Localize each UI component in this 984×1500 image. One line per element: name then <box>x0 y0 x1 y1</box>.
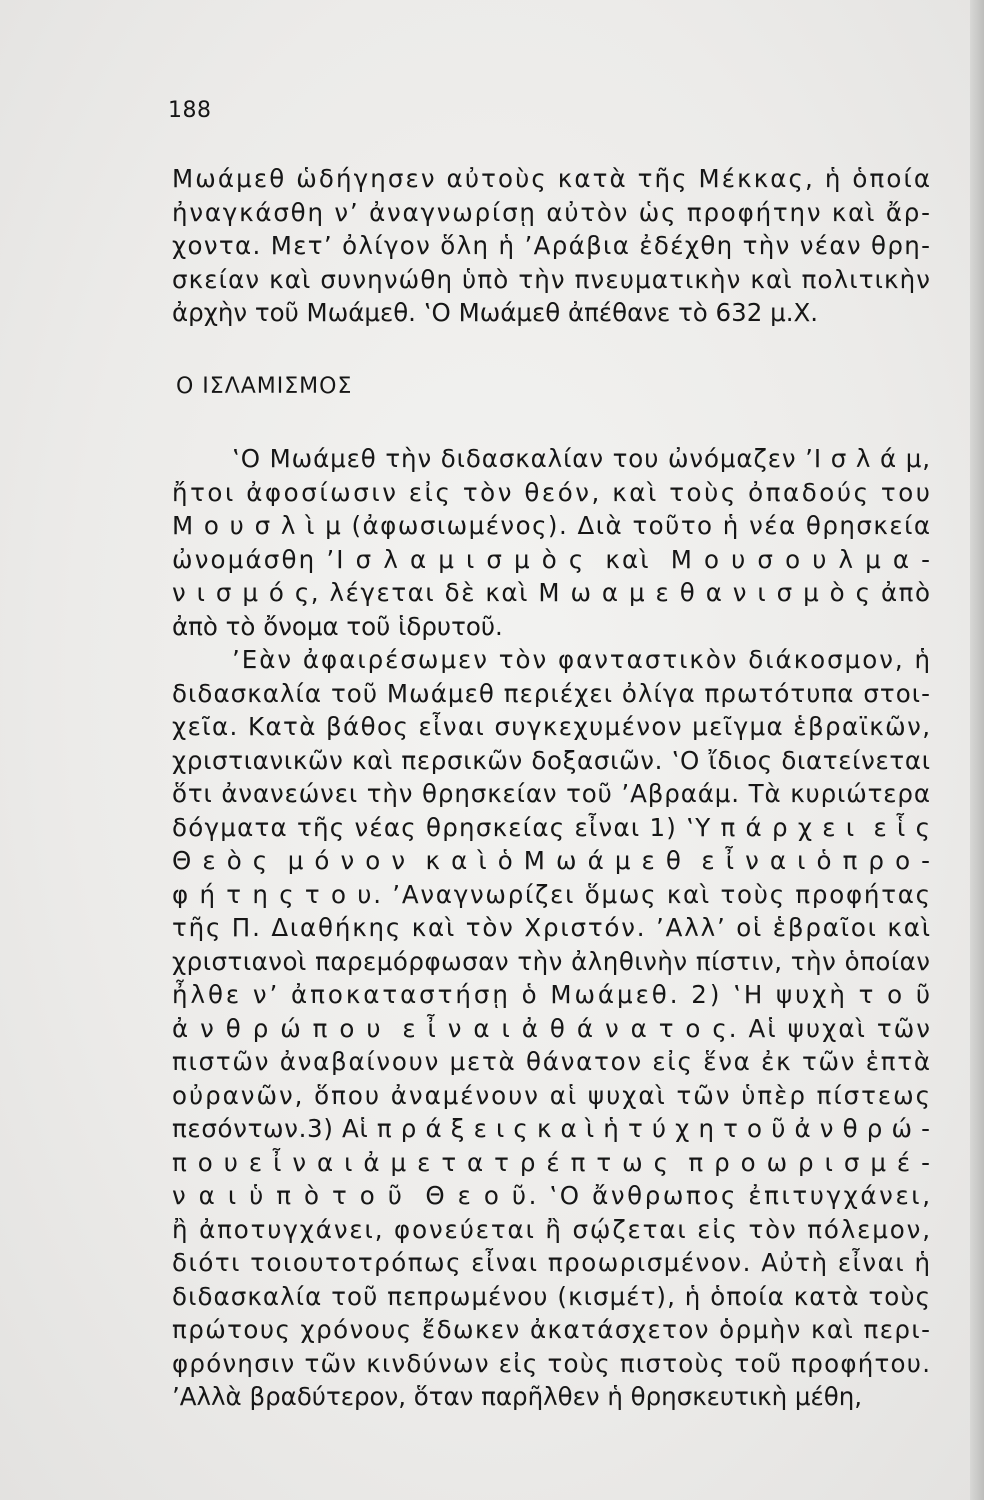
text-line-content: χριστιανικῶν καὶ περσικῶν δοξασιῶν. ‛Ο ἴδιος διατείνεται <box>172 745 931 775</box>
text-line-content: σκείαν καὶ συνηνώθη ὑπὸ τὴν πνευματικὴν καὶ πολιτικὴν <box>172 264 932 294</box>
text-line-content: δόγματα τῆς νέας θρησκείας εἶναι 1) ‛Υ π ά ρ χ ε ι ε ἷ ς <box>172 812 932 842</box>
text-line-content: Μωάμεθ ὡδήγησεν αὐτοὺς κατὰ τῆς Μέκκας, ἡ ὁποία <box>172 164 933 193</box>
text-line-content: ἀ ν θ ρ ώ π ο υ ε ἶ ν α ι ἀ θ ά ν α τ ο ς. Αἱ ψυχαὶ τῶν <box>172 1013 933 1043</box>
text-line-content: ‛Ο Μωάμεθ τὴν διδασκαλίαν του ὠνόμαζεν ’Ι σ λ ά μ, <box>232 444 931 473</box>
text-line-content: διδασκαλία τοῦ πεπρωμένου (κισμέτ), ἡ ὁποία κατὰ τοὺς <box>172 1281 932 1311</box>
text-line-content: ὠνομάσθη ’Ι σ λ α μ ι σ μ ὸ ς καὶ Μ ο υ σ ο υ λ μ α - <box>172 544 933 574</box>
text-line-content: Θ ε ὸ ς μ ό ν ο ν κ α ὶ ὁ Μ ω ά μ ε θ ε ἶ ν α ι ὁ π ρ ο - <box>172 846 932 875</box>
text-line-content: πεσόντων.3) Αἱ π ρ ά ξ ε ι ς κ α ὶ ἡ τ ύ χ η τ ο ῦ ἀ ν θ ρ ώ - <box>172 1114 931 1143</box>
text-line-content: πρώτους χρόνους ἔδωκεν ἀκατάσχετον ὁρμὴν καὶ περι- <box>172 1315 932 1344</box>
text-line-content: Μ ο υ σ λ ὶ μ (ἀφωσιωμένος). Διὰ τοῦτο ἡ νέα θρησκεία <box>172 511 932 540</box>
section-heading: Ο ΙΣΛΑΜΙΣΜΟΣ <box>176 374 353 399</box>
text-line-content: ἤτοι ἀφοσίωσιν εἰς τὸν θεόν, καὶ τοὺς ὀπαδούς του <box>172 477 933 507</box>
page-edge <box>970 0 984 1500</box>
text-line-content: ὅτι ἀνανεώνει τὴν θρησκείαν τοῦ ’Αβραάμ. Τὰ κυριώτερα <box>172 779 931 808</box>
text-line-content: π ο υ ε ἶ ν α ι ἀ μ ε τ α τ ρ έ π τ ω ς π ρ ο ω ρ ι σ μ έ - <box>172 1147 932 1177</box>
text-line-content: ’Εὰν ἀφαιρέσωμεν τὸν φανταστικὸν διάκοσμον, ἡ <box>232 645 932 674</box>
text-line-content: ἠναγκάσθη ν’ ἀναγνωρίσῃ αὐτὸν ὡς προφήτην καὶ ἄρ- <box>172 197 932 227</box>
text-line-content: φρόνησιν τῶν κινδύνων εἰς τοὺς πιστοὺς τοῦ προφήτου. <box>172 1348 932 1378</box>
text-line-content: φ ή τ η ς τ ο υ. ’Αναγνωρίζει ὅμως καὶ τοὺς προφήτας <box>172 879 932 909</box>
text-line-content: πιστῶν ἀναβαίνουν μετὰ θάνατον εἰς ἕνα ἐκ τῶν ἑπτὰ <box>172 1047 932 1076</box>
text-line-content: διότι τοιουτοτρόπως εἶναι προωρισμένον. Αὐτὴ εἶναι ἡ <box>172 1248 932 1277</box>
text-line-content: χεῖα. Κατὰ βάθος εἶναι συγκεχυμένον μεῖγμα ἑβραϊκῶν, <box>172 712 932 741</box>
text-line-content: ’Αλλὰ βραδύτερον, ὅταν παρῆλθεν ἡ θρησκευτικὴ μέθη, <box>172 1382 863 1411</box>
text-line-content: διδασκαλία τοῦ Μωάμεθ περιέχει ὀλίγα πρωτότυπα στοι- <box>172 678 932 708</box>
text-line-content: χριστιανοὶ παρεμόρφωσαν τὴν ἀληθινὴν πίστιν, τὴν ὁποίαν <box>172 946 931 976</box>
text-line-content: οὐρανῶν, ὅπου ἀναμένουν αἱ ψυχαὶ τῶν ὑπὲρ πίστεως <box>172 1080 932 1110</box>
text-line-content: χοντα. Μετ’ ὀλίγον ὅλη ἡ ’Αράβια ἐδέχθη τὴν νέαν θρη- <box>172 231 932 260</box>
text-line-content: ν ι σ μ ό ς, λέγεται δὲ καὶ Μ ω α μ ε θ α ν ι σ μ ὸ ς ἀπὸ <box>172 578 932 607</box>
text-line-content: ἀρχὴν τοῦ Μωάμεθ. ‛Ο Μωάμεθ ἀπέθανε τὸ 632 μ.Χ. <box>172 298 819 327</box>
text-line-content: ἀπὸ τὸ ὄνομα τοῦ ἱδρυτοῦ. <box>172 611 503 641</box>
text-line-content: τῆς Π. Διαθήκης καὶ τὸν Χριστόν. ’Αλλ’ οἱ ἑβραῖοι καὶ <box>172 913 932 942</box>
text-line-content: ν α ι ὑ π ὸ τ ο ῦ Θ ε ο ῦ. ‛Ο ἄνθρωπος ἐπιτυγχάνει, <box>172 1181 933 1210</box>
text-line-content: ἦλθε ν’ ἀποκαταστήσῃ ὁ Μωάμεθ. 2) ‛Η ψυχὴ τ ο ῦ <box>172 980 933 1009</box>
text-line-content: ἢ ἀποτυγχάνει, φονεύεται ἢ σῴζεται εἰς τὸν πόλεμον, <box>172 1214 932 1244</box>
page-number: 188 <box>168 98 212 123</box>
